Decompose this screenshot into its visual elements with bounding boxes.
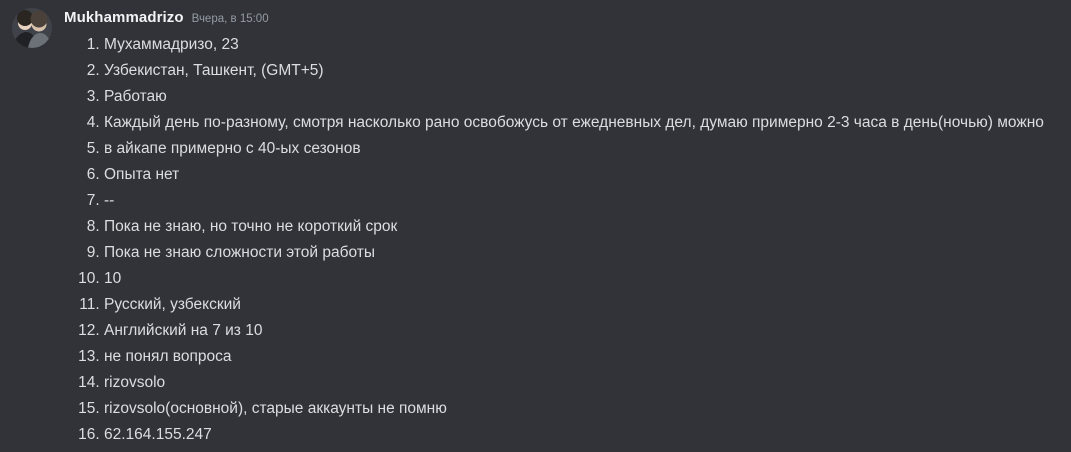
list-item: 4. Каждый день по-разному, смотря насколько рано освобожусь от ежедневных дел, думаю примерно 2-3 часа в день(ночью) можно bbox=[104, 110, 1071, 136]
ordered-list bbox=[64, 32, 1071, 448]
list-item: 3. Работаю bbox=[104, 84, 1071, 110]
list-item: 11. Русский, узбекский bbox=[104, 292, 1071, 318]
list-item: 15. rizovsolo(основной), старые аккаунты не помню bbox=[104, 396, 1071, 422]
list-item: 1. Мухаммадризо, 23 bbox=[104, 32, 1071, 58]
user-avatar[interactable] bbox=[12, 8, 52, 48]
list-item: 6. Опыта нет bbox=[104, 162, 1071, 188]
list-item: 7. -- bbox=[104, 188, 1071, 214]
list-item: 16. 62.164.155.247 bbox=[104, 422, 1071, 448]
message-content bbox=[64, 30, 1071, 448]
list-item: 12. Английский на 7 из 10 bbox=[104, 318, 1071, 344]
message-timestamp: Вчера, в 15:00 bbox=[191, 13, 269, 25]
list-item: 14. rizovsolo bbox=[104, 370, 1071, 396]
list-item: 10. 10 bbox=[104, 266, 1071, 292]
list-item: 13. не понял вопроса bbox=[104, 344, 1071, 370]
list-item: 2. Узбекистан, Ташкент, (GMT+5) bbox=[104, 58, 1071, 84]
list-item: 9. Пока не знаю сложности этой работы bbox=[104, 240, 1071, 266]
list-item: 8. Пока не знаю, но точно не короткий срок bbox=[104, 214, 1071, 240]
message-header bbox=[64, 8, 1071, 30]
message-author[interactable]: Mukhammadrizo bbox=[64, 9, 184, 26]
list-item: 5. в айкапе примерно с 40-ых сезонов bbox=[104, 136, 1071, 162]
